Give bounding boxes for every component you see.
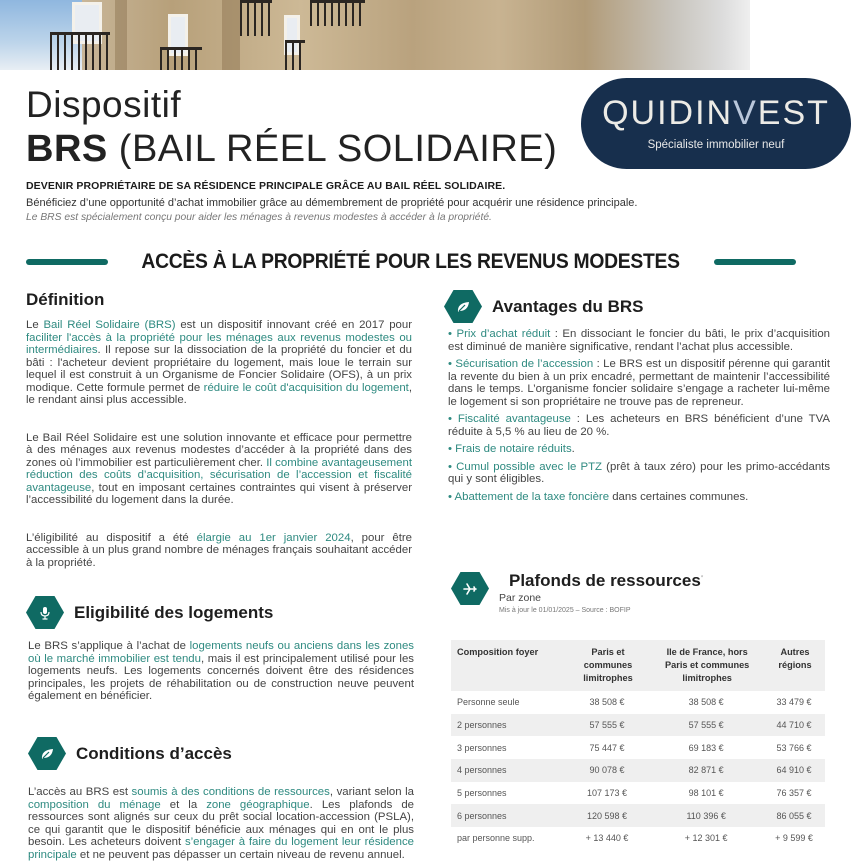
highlighted-text: s’engager à faire du logement leur résidence principale [28,836,414,861]
eligibilite-title: Eligibilité des logements [74,602,274,622]
highlighted-text: • [448,460,457,473]
text-segment: , le rendant ainsi plus accessible. [26,381,412,406]
highlighted-text: • [448,490,455,503]
cell: 5 personnes [457,788,507,799]
cell: 107 173 € [586,788,628,799]
table-row [451,804,825,827]
airplane-icon [451,572,489,605]
col-header: Autres régions [763,640,825,691]
conditions-paragraph [28,786,414,861]
cell: 75 447 € [589,742,625,753]
microphone-icon [26,596,64,629]
col-header: Ile de France, hors Paris et communes limitrophes [649,640,763,691]
text-segment: Le Bail Réel Solidaire est une solution innovante et efficace pour permettre à des ménages aux revenus modestes d’accéder à la propriété dans des zones où l’immobilier est particulièrement cher. [26,431,412,469]
avantage-item-securisation [448,358,830,408]
logo-brand [602,96,830,130]
avantages-header [444,290,830,323]
plafonds-header [451,571,831,614]
highlighted-text: • [448,413,458,425]
highlighted-text: soumis à des conditions de ressources [131,786,330,798]
quidinvest-logo[interactable] [581,78,851,169]
leaf-icon [28,737,66,770]
plafonds-table [451,640,825,850]
text-segment: Le BRS s’applique à l’achat de [28,640,190,652]
cell: 33 479 € [776,697,812,708]
text-segment: , tout en imposant certaines contraintes qui visent à préserver l’accessibilité du logement dans la durée. [26,481,412,506]
plafonds-asterisk: * [700,575,704,582]
highlighted-text: Cumul possible avec le PTZ [456,460,603,473]
plafonds-title-text: Plafonds de ressources [509,571,701,590]
cell: 57 555 € [649,714,763,737]
leaf-icon [444,290,482,323]
cell: 2 personnes [451,714,565,737]
text-segment: est un dispositif innovant créé en 2017 pour [175,319,412,331]
cell: Personne seule [457,697,520,708]
plafonds-heading-block [499,571,703,614]
title-bail-reel-solidaire: (BAIL RÉEL SOLIDAIRE) [118,128,558,170]
table-row [451,759,825,782]
cell: 38 508 € [589,697,625,708]
text-segment: L’accès au BRS est [28,786,132,798]
text-segment: , variant selon la [329,786,414,798]
text-segment: : Le BRS est un dispositif pérenne qui garantit la revente du bien à un prix encadré, permettant de maintenir l’accessibilité dans le temps. L’organisme foncier solidaire s’engage a racheter lui-même le logement si son propriétaire ne trouve pas de repreneur. [448,358,831,408]
logo-brand-v: V [733,94,758,132]
cell: 6 personnes [451,804,565,827]
text-segment: (prêt à taux zéro) pour les primo-accédants qui y sont éligibles. [448,460,831,485]
conditions-header [28,737,414,770]
highlighted-text: Il combine avantageusement réduction des coûts d’acquisition, sécurisation de l’accession et fiscalité avantageuse [26,456,413,494]
text-segment: et la [160,798,207,811]
definition-paragraph-1 [26,319,412,407]
cell: 82 871 € [649,759,763,782]
cell: 38 508 € [688,697,724,708]
highlighted-text: Sécurisation de l’accession [455,358,594,370]
hero-balcony [50,32,110,70]
hero-pillar [222,0,240,70]
tagline: DEVENIR PROPRIÉTAIRE DE SA RÉSIDENCE PRINCIPALE GRÂCE AU BAIL RÉEL SOLIDAIRE. [26,180,506,192]
logo-subtitle: Spécialiste immobilier neuf [647,139,785,151]
cell: 86 055 € [763,804,825,827]
page-title-line2 [26,128,557,171]
highlighted-text: faciliter l'accès à la propriété pour les ménages aux revenus modestes ou intermédiaires [26,331,412,356]
text-segment: : En dissociant le foncier du bâti, le prix d’acquisition est diminué de manière significative, rendant l’achat plus accessible. [448,328,830,353]
cell: 69 183 € [688,742,724,753]
cell: 44 710 € [763,714,825,737]
hero-pillar [115,0,127,70]
cell: 64 910 € [763,759,825,782]
plafonds-update-note: Mis à jour le 01/01/2025 – Source : BOFIP [499,607,631,614]
section-banner [26,248,796,276]
highlighted-text: Frais de notaire réduits [455,443,572,455]
col-header: Paris et communes limitrophes [565,640,650,691]
cell: + 12 301 € [684,833,728,844]
text-segment: dans certaines communes. [609,490,749,503]
cell: 4 personnes [451,759,565,782]
logo-brand-post: EST [757,94,830,132]
avantage-item-prix [448,328,830,353]
text-segment: Le [26,319,44,331]
conditions-section [28,737,414,865]
avantages-section [444,290,830,508]
avantage-item-frais-notaire [448,443,830,456]
text-segment: , mais il est principalement utilisé pour les logements neufs. Les logements concernés doivent être des résidences principales, les projets de réhabilitation ou de construction neuve peuvent également en bénéficier. [28,652,414,702]
text-segment: , pour être accessible à un plus grand nombre de ménages français souhaitant accéder à la propriété. [26,531,413,569]
highlighted-text: logements neufs ou anciens dans les zones où le marché immobilier est tendu [28,640,414,665]
banner-bar-right [714,259,796,265]
table-row [451,782,825,805]
highlighted-text: • [448,358,456,370]
highlighted-text: • [448,328,457,340]
definition-section [26,290,412,569]
eligibilite-header [26,596,414,629]
hero-fade [750,0,860,70]
cell: 110 396 € [649,804,763,827]
highlighted-text: réduire le coût d'acquisition du logement [203,381,409,394]
text-segment: : Les acheteurs en BRS bénéficient d’une TVA réduite à 5,5 % au lieu de 20 %. [448,413,830,438]
highlighted-text: Fiscalité avantageuse [457,413,571,425]
cell: 76 357 € [776,788,812,799]
cell: + 13 440 € [585,833,629,844]
avantages-list [448,328,830,503]
cell: 57 555 € [565,714,650,737]
hero-balcony [240,0,272,36]
hero-balcony [160,47,202,70]
table-row [451,736,825,759]
conditions-title: Conditions d’accès [76,743,232,763]
plafonds-section [451,571,831,614]
plafonds-title [509,571,703,591]
title-brs: BRS [26,128,108,170]
col-header: Composition foyer [451,640,565,691]
eligibilite-section [26,596,414,703]
text-segment: et ne peuvent pas dépasser un certain niveau de revenu annuel. [76,848,405,861]
cell: 120 598 € [565,804,650,827]
page-title-line1: Dispositif [26,84,182,125]
definition-paragraph-3 [26,532,412,570]
hero-balcony [285,40,305,70]
avantage-item-fiscalite [448,413,830,438]
plafonds-subtitle: Par zone [499,592,542,604]
hero-balcony [310,0,365,26]
cell: par personne supp. [457,833,535,844]
eligibilite-paragraph [28,640,414,703]
table-row [451,691,825,714]
logo-brand-pre: QUIDIN [602,94,734,132]
intro-text: Bénéficiez d’une opportunité d’achat immobilier grâce au démembrement de propriété pour acquérir une résidence principale. [26,197,638,209]
hero-building-photo [0,0,860,70]
text-segment: . [571,443,575,455]
banner-title: ACCÈS À LA PROPRIÉTÉ POUR LES REVENUS MODESTES [141,250,681,273]
highlighted-text: zone géographique [206,798,310,811]
definition-title: Définition [26,290,105,309]
cell: 98 101 € [688,788,724,799]
table-header-row [451,640,825,691]
avantages-title: Avantages du BRS [492,296,644,316]
table-row [451,714,825,737]
cell: 53 766 € [776,742,812,753]
highlighted-text: Bail Réel Solidaire (BRS) [43,319,176,331]
highlighted-text: Abattement de la taxe foncière [454,490,610,503]
avantage-item-taxe-fonciere [448,491,830,504]
avantage-item-ptz [448,461,830,486]
cell: 3 personnes [457,742,507,753]
highlighted-text: composition du ménage [28,798,161,811]
intro-italic-text: Le BRS est spécialement conçu pour aider les ménages à revenus modestes à accéder à la propriété. [26,212,492,223]
cell: 90 078 € [565,759,650,782]
table-row [451,827,825,850]
highlighted-text: • [448,443,456,455]
highlighted-text: élargie au 1er janvier 2024 [196,531,351,544]
highlighted-text: Prix d’achat réduit [456,328,551,340]
text-segment: . Les plafonds de ressources sont alignés sur ceux du prêt social location-accession (PSLA), ce qui garantit que le dispositif bénéficie aux ménages qui en ont le plus besoin. Les acheteurs doivent [28,798,414,848]
definition-paragraph-2 [26,432,412,507]
cell: + 9 599 € [775,833,813,844]
text-segment: . Il repose sur la dissociation de la propriété du foncier et du bâti : l'acheteur devient propriétaire du logement, mais loue le terrain sur lequel il est construit à un Organisme de Foncier Solidaire (OFS), à un prix modique. Cette formule permet de [26,344,412,394]
banner-bar-left [26,259,108,265]
text-segment: L’éligibilité au dispositif a été [26,531,197,544]
